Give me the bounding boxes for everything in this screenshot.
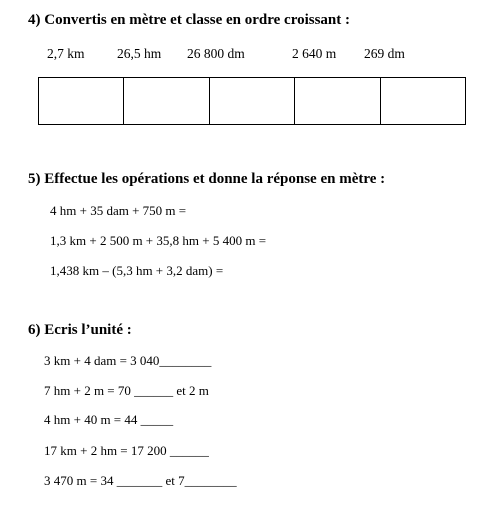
answer-box-5[interactable] (381, 78, 465, 124)
value-1: 2,7 km (47, 46, 85, 61)
answer-boxes (38, 77, 466, 125)
section-4-title: 4) Convertis en mètre et classe en ordre croissant : (28, 12, 351, 28)
unit-line-3: 4 hm + 40 m = 44 _____ (44, 412, 174, 427)
answer-box-2[interactable] (124, 78, 209, 124)
unit-line-1: 3 km + 4 dam = 3 040________ (44, 353, 212, 368)
section-5-title: 5) Effectue les opérations et donne la réponse en mètre : (28, 171, 386, 187)
unit-line-5: 3 470 m = 34 _______ et 7________ (44, 473, 237, 488)
value-3: 26 800 dm (187, 46, 245, 61)
answer-box-4[interactable] (295, 78, 380, 124)
answer-box-1[interactable] (39, 78, 124, 124)
section-6-title: 6) Ecris l’unité : (28, 322, 132, 338)
operation-1: 4 hm + 35 dam + 750 m = (50, 203, 187, 218)
answer-box-3[interactable] (210, 78, 295, 124)
value-4: 2 640 m (292, 46, 337, 61)
value-5: 269 dm (364, 46, 405, 61)
value-2: 26,5 hm (117, 46, 162, 61)
operation-3: 1,438 km – (5,3 hm + 3,2 dam) = (50, 263, 224, 278)
operation-2: 1,3 km + 2 500 m + 35,8 hm + 5 400 m = (50, 233, 267, 248)
unit-line-2: 7 hm + 2 m = 70 ______ et 2 m (44, 383, 209, 398)
unit-line-4: 17 km + 2 hm = 17 200 ______ (44, 443, 209, 458)
